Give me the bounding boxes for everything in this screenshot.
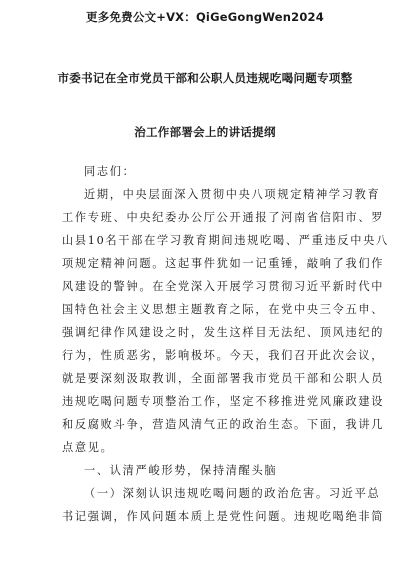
paragraph-line: 就是要深刻汲取教训，全面部署我市党员干部和公职人员 bbox=[62, 372, 385, 385]
paragraph-line: 强调纪律作风建设之时，发生这样目无法纪、顶风违纪的 bbox=[62, 326, 385, 339]
paragraph-line: （一）深刻认识违规吃喝问题的政治危害。习近平总 bbox=[84, 487, 381, 500]
document-title-line-1: 市委书记在全市党员干部和公职人员违规吃喝问题专项整 bbox=[57, 71, 353, 85]
paragraph-line: 书记强调，作风问题本质上是党性问题。违规吃喝绝非简 bbox=[62, 510, 385, 523]
section-heading: 一、认清严峻形势，保持清醒头脑 bbox=[84, 464, 278, 477]
document-body bbox=[62, 160, 389, 528]
paragraph-line: 项规定精神问题。这起事件犹如一记重锤，敲响了我们作 bbox=[62, 257, 385, 270]
paragraph-line: 违规吃喝问题专项整治工作，坚定不移推进党风廉政建设 bbox=[62, 395, 385, 408]
paragraph-line: 近期，中央层面深入贯彻中央八项规定精神学习教育 bbox=[84, 188, 381, 201]
document-title-line-2: 治工作部署会上的讲话提纲 bbox=[134, 125, 276, 139]
paragraph-line: 行为，性质恶劣，影响极坏。今天，我们召开此次会议， bbox=[62, 349, 385, 362]
paragraph-line: 山县10名干部在学习教育期间违规吃喝、严重违反中央八 bbox=[62, 234, 389, 247]
paragraph-line: 点意见。 bbox=[62, 441, 114, 454]
salutation: 同志们： bbox=[84, 165, 136, 178]
paragraph-line: 国特色社会主义思想主题教育之际，在党中央三令五申、 bbox=[62, 303, 385, 316]
paragraph-line: 风建设的警钟。在全党深入开展学习贯彻习近平新时代中 bbox=[62, 280, 385, 293]
paragraph-line: 工作专班、中央纪委办公厅公开通报了河南省信阳市、罗 bbox=[62, 211, 385, 224]
paragraph-line: 和反腐败斗争，营造风清气正的政治生态。下面，我讲几 bbox=[62, 418, 385, 431]
header-watermark-text: 更多免费公文+VX：QiGeGongWen2024 bbox=[86, 10, 324, 24]
